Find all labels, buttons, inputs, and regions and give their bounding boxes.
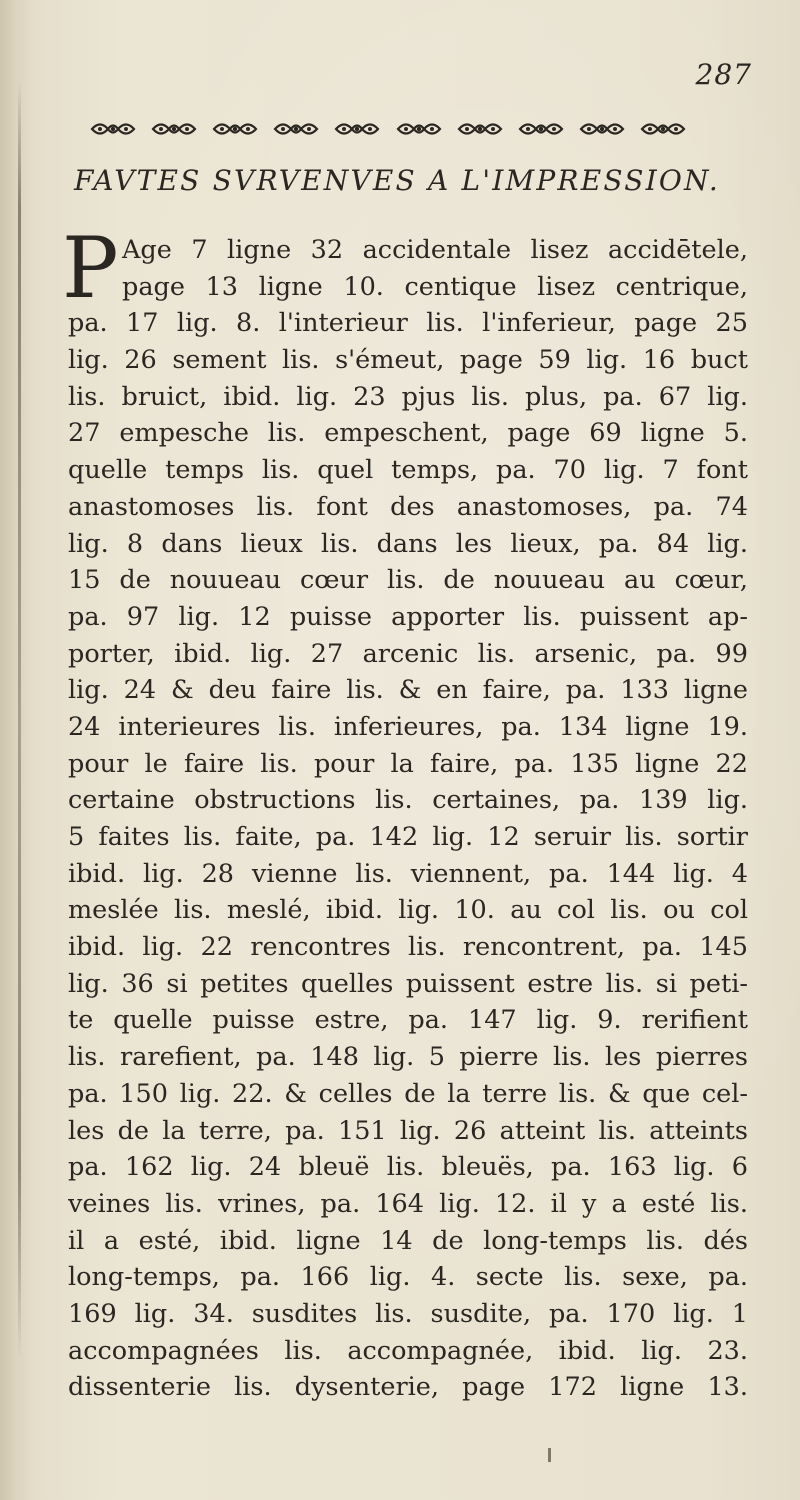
fleuron-ornament bbox=[210, 118, 260, 140]
errata-text bbox=[62, 219, 748, 1406]
text-line: les de la terre, pa. 151 lig. 26 atteint lis. atteints bbox=[68, 1115, 748, 1146]
text-line: 169 lig. 34. susdites lis. susdite, pa. 170 lig. 1 bbox=[68, 1298, 748, 1329]
text-line: 5 faites lis. faite, pa. 142 lig. 12 seruir lis. sortir bbox=[68, 822, 748, 852]
text-line: 15 de nouueau cœur lis. de nouueau au cœur, bbox=[68, 565, 748, 596]
text-line: pour le faire lis. pour la faire, pa. 135 ligne 22 bbox=[68, 748, 748, 779]
fleuron-ornament bbox=[149, 118, 199, 140]
text-line: pa. 162 lig. 24 bleuë lis. bleuës, pa. 163 lig. 6 bbox=[68, 1152, 748, 1183]
text-line: quelle temps lis. quel temps, pa. 70 lig. 7 font bbox=[68, 455, 748, 486]
text-line: veines lis. vrines, pa. 164 lig. 12. il y a esté lis. bbox=[68, 1188, 748, 1219]
text-line: meslée lis. meslé, ibid. lig. 10. au col lis. ou col bbox=[68, 895, 748, 926]
text-line: ibid. lig. 28 vienne lis. viennent, pa. 144 lig. 4 bbox=[68, 858, 748, 889]
binding-shadow bbox=[18, 80, 21, 1360]
fleuron-ornament bbox=[394, 118, 444, 140]
errata-heading: FAVTES SVRVENVES A L'IMPRESSION. bbox=[74, 164, 721, 197]
ornamental-border bbox=[88, 112, 688, 146]
text-line: page 13 ligne 10. centique lisez centrique, bbox=[122, 271, 748, 302]
fleuron-ornament bbox=[455, 118, 505, 140]
text-line: lis. bruict, ibid. lig. 23 pjus lis. plus, pa. 67 lig. bbox=[68, 381, 748, 412]
fleuron-ornament bbox=[88, 118, 138, 140]
text-line: lis. rarefient, pa. 148 lig. 5 pierre lis. les pierres bbox=[68, 1042, 748, 1073]
text-line: pa. 150 lig. 22. & celles de la terre lis. & que cel- bbox=[68, 1078, 748, 1109]
fleuron-ornament bbox=[271, 118, 321, 140]
drop-cap-initial: P bbox=[62, 219, 119, 317]
fleuron-ornament bbox=[577, 118, 627, 140]
text-line: 24 interieures lis. inferieures, pa. 134 ligne 19. bbox=[68, 711, 748, 742]
text-line: te quelle puisse estre, pa. 147 lig. 9. rerifient bbox=[68, 1005, 748, 1036]
text-line: dissenterie lis. dysenterie, page 172 ligne 13. bbox=[68, 1372, 748, 1403]
fleuron-ornament bbox=[516, 118, 566, 140]
text-line: 27 empesche lis. empeschent, page 69 ligne 5. bbox=[68, 418, 748, 449]
binding-gutter bbox=[0, 0, 28, 1500]
fleuron-ornament bbox=[638, 118, 688, 140]
fleuron-ornament bbox=[332, 118, 382, 140]
page-number: 287 bbox=[695, 58, 752, 91]
text-line: pa. 97 lig. 12 puisse apporter lis. puissent ap- bbox=[68, 601, 748, 632]
text-line: lig. 36 si petites quelles puissent estre lis. si peti- bbox=[68, 968, 748, 999]
text-line: il a esté, ibid. ligne 14 de long-temps lis. dés bbox=[68, 1225, 748, 1256]
text-line: lig. 26 sement lis. s'émeut, page 59 lig. 16 buct bbox=[68, 345, 748, 376]
text-line: accompagnées lis. accompagnée, ibid. lig. 23. bbox=[68, 1335, 748, 1366]
text-line: porter, ibid. lig. 27 arcenic lis. arsenic, pa. 99 bbox=[68, 638, 748, 669]
text-line: pa. 17 lig. 8. l'interieur lis. l'inferieur, page 25 bbox=[68, 308, 748, 339]
text-line: Age 7 ligne 32 accidentale lisez accidētele, bbox=[122, 235, 748, 265]
text-line: anastomoses lis. font des anastomoses, pa. 74 bbox=[68, 491, 748, 522]
printer-mark bbox=[548, 1448, 551, 1462]
text-line: lig. 24 & deu faire lis. & en faire, pa. 133 ligne bbox=[68, 675, 748, 706]
text-line: certaine obstructions lis. certaines, pa. 139 lig. bbox=[68, 785, 748, 816]
text-line: lig. 8 dans lieux lis. dans les lieux, pa. 84 lig. bbox=[68, 528, 748, 559]
text-line: ibid. lig. 22 rencontres lis. rencontrent, pa. 145 bbox=[68, 932, 748, 963]
text-line: long-temps, pa. 166 lig. 4. secte lis. sexe, pa. bbox=[68, 1262, 748, 1293]
